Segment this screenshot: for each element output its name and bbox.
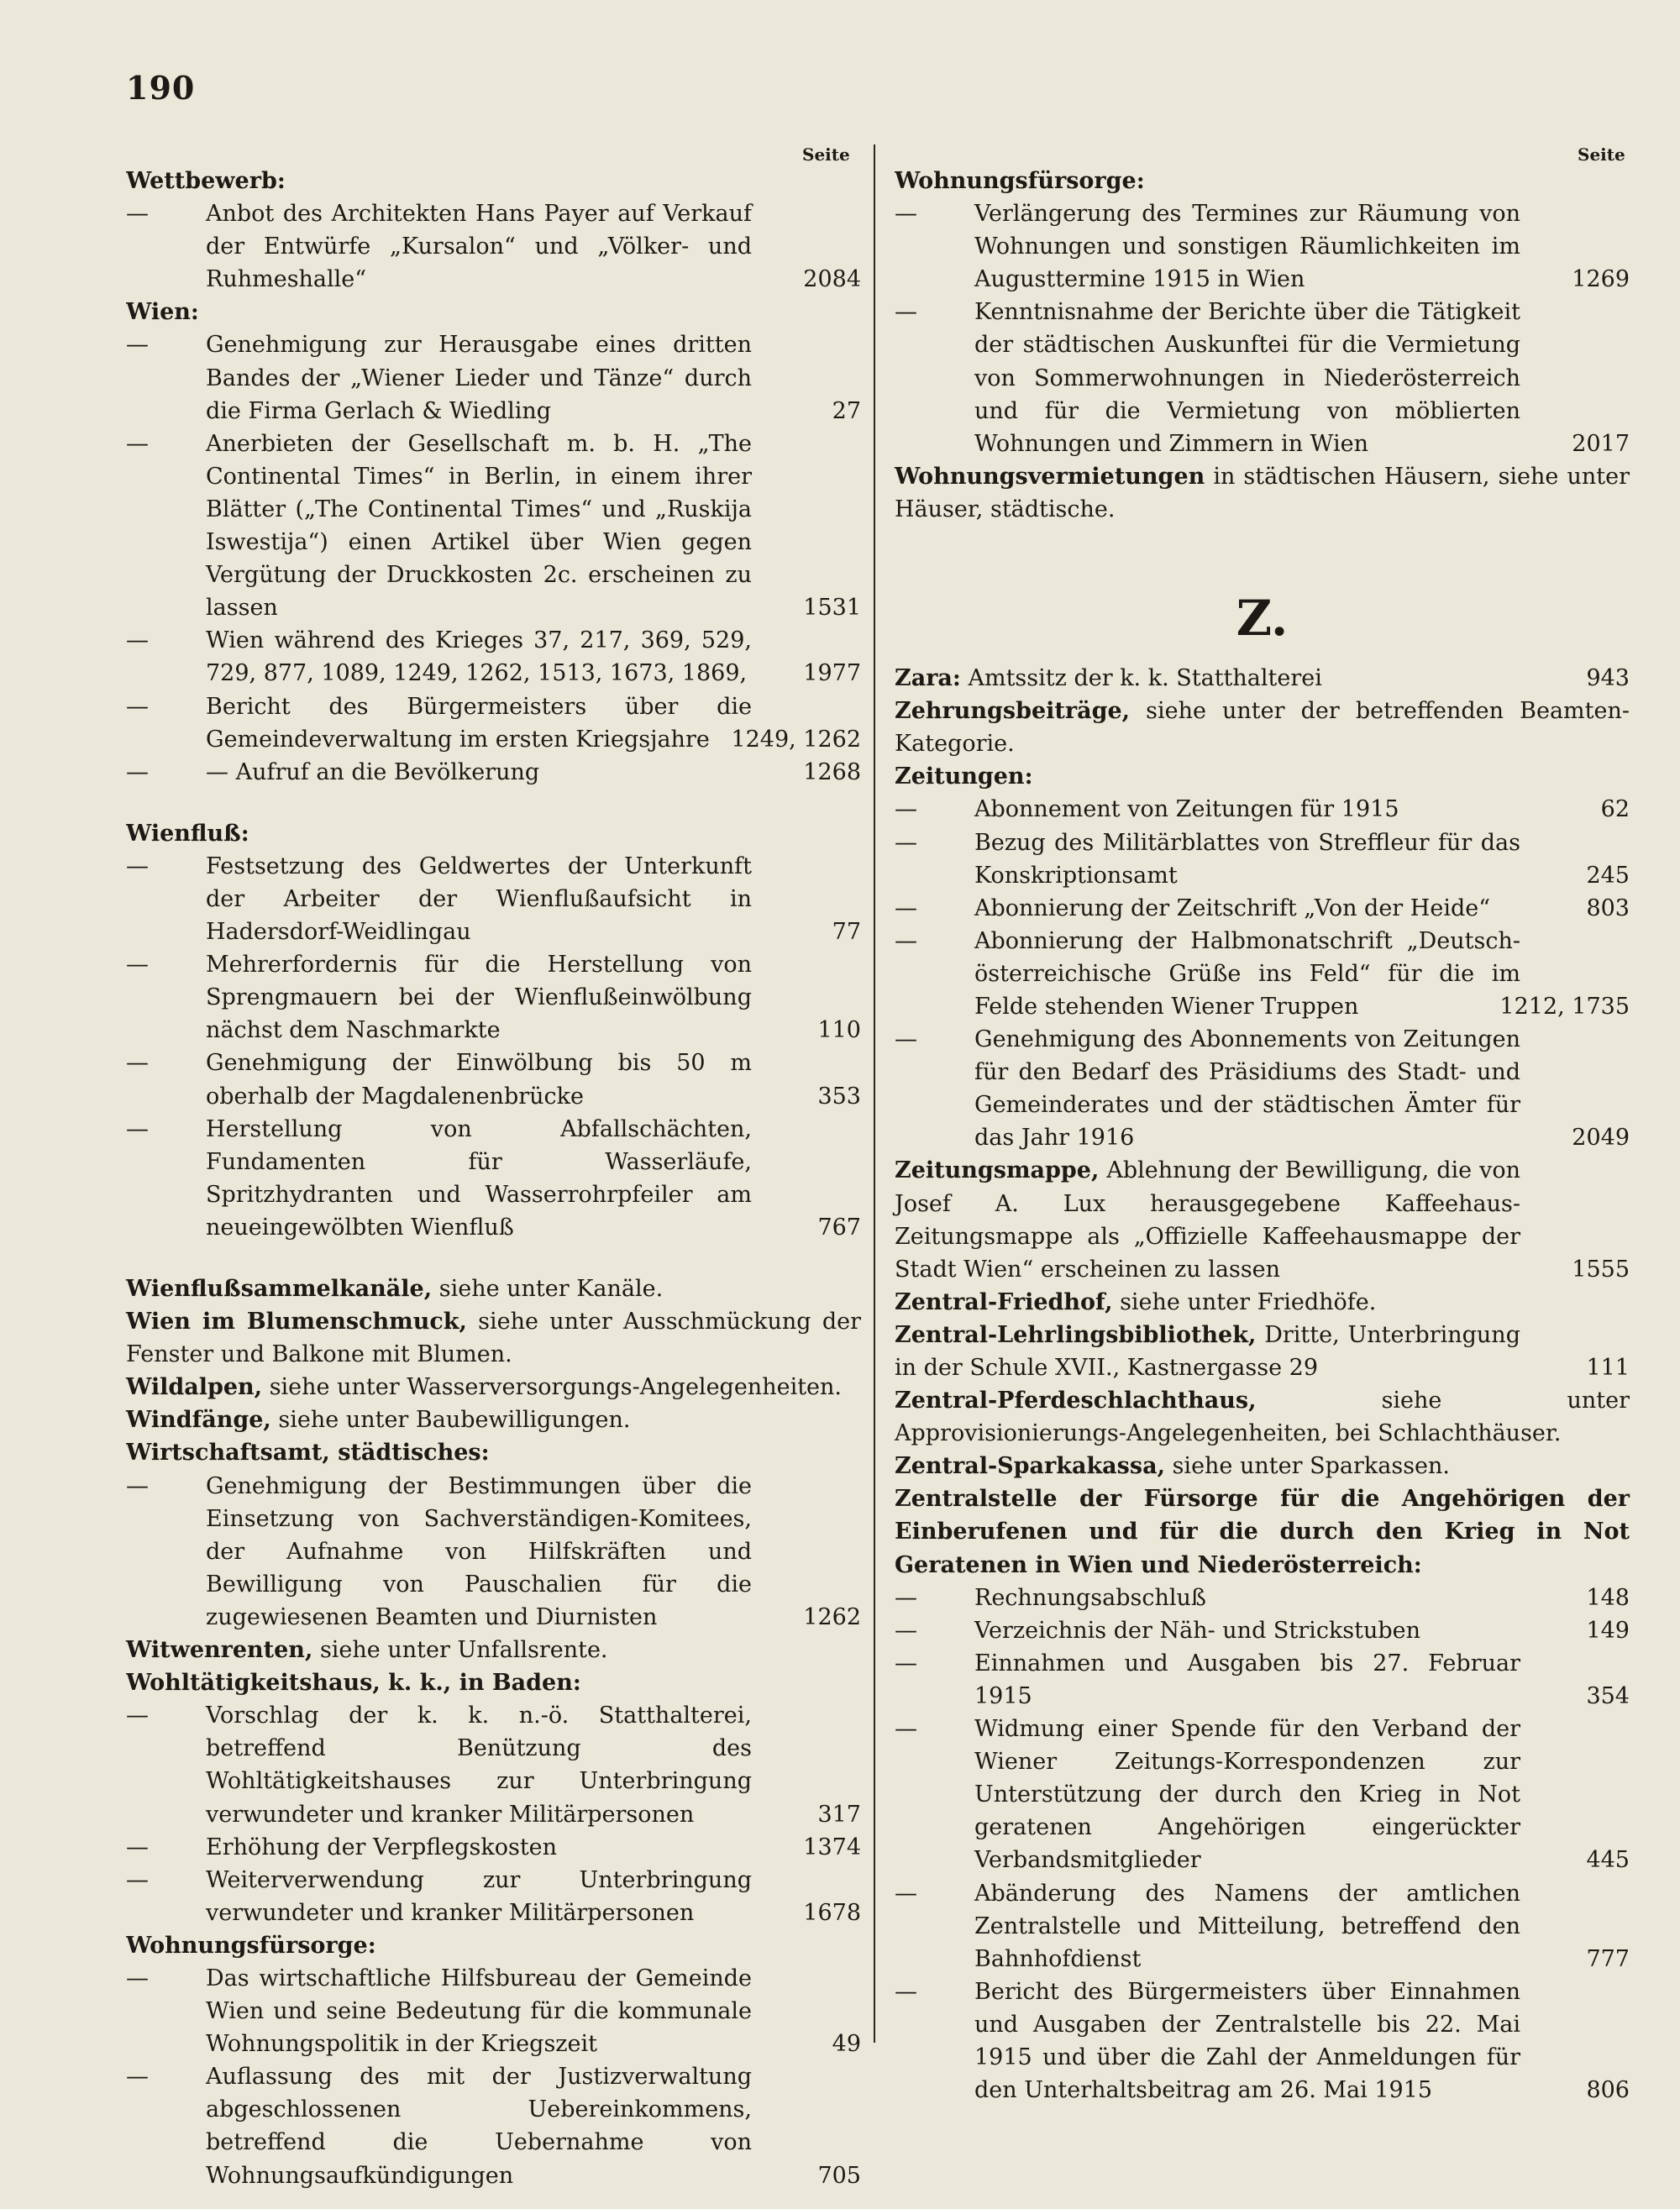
index-entry bbox=[126, 2060, 861, 2191]
entry-heading: Wienfluß: bbox=[126, 820, 249, 847]
entry-dash: — bbox=[895, 1978, 917, 2005]
entry-dash: — bbox=[895, 796, 917, 823]
entry-text: Bericht des Bürgermeisters über Einnahmen und Ausgaben der Zentralstelle bis 22. Mai 1915 und über die Zahl der Anmeldungen für den Unterhaltsbeitrag am 26. Mai 1915 bbox=[974, 1978, 1520, 2104]
page-reference: 148 bbox=[1579, 1582, 1630, 1614]
entry-dash: — bbox=[895, 299, 917, 326]
index-entry bbox=[126, 197, 861, 296]
entry-text: Abonnierung der Zeitschrift „Von der Heide“ bbox=[974, 895, 1491, 921]
entry-heading: Wienflußsammelkanäle, bbox=[126, 1276, 433, 1302]
entry-dash: — bbox=[895, 1716, 917, 1743]
page-reference: 2084 bbox=[796, 263, 861, 296]
entry-text: — Aufruf an die Bevölkerung bbox=[206, 758, 540, 785]
page-reference: 1249, 1262 bbox=[724, 723, 861, 756]
index-entry bbox=[895, 925, 1630, 1023]
entry-dash: — bbox=[895, 1584, 917, 1611]
index-entry bbox=[895, 1582, 1630, 1614]
cross-reference bbox=[895, 460, 1630, 526]
entry-dash: — bbox=[895, 1880, 917, 1907]
index-entry bbox=[895, 1976, 1630, 2107]
entry-dash: — bbox=[126, 1115, 149, 1142]
entry-dash: — bbox=[126, 430, 149, 457]
entry-text: Ablehnung der Bewilligung, die von Josef A. Lux herausgegebene Kaffeehaus-Zeitungsmappe als „Offizielle Kaffeehausmappe der Stadt Wien“ erscheinen zu lassen bbox=[895, 1157, 1520, 1283]
entry-text: Einnahmen und Ausgaben bis 27. Februar 1915 bbox=[974, 1650, 1520, 1709]
seite-label-right: Seite bbox=[1578, 144, 1625, 165]
index-entry bbox=[126, 1047, 861, 1112]
page-reference: 1268 bbox=[796, 756, 861, 789]
right-column bbox=[895, 165, 1630, 2107]
cross-reference bbox=[895, 1286, 1630, 1319]
index-entry bbox=[126, 948, 861, 1047]
entry-heading: Wohnungsvermietungen bbox=[895, 463, 1205, 490]
entry-dash: — bbox=[126, 201, 149, 228]
page-reference: 1678 bbox=[796, 1897, 861, 1929]
page-reference: 767 bbox=[811, 1211, 861, 1244]
entry-heading: Wohnungsfürsorge: bbox=[895, 168, 1145, 194]
entry-dash: — bbox=[126, 1050, 149, 1077]
entry-text: Dritte, Unterbringung in der Schule XVII., Kastnergasse 29 bbox=[895, 1321, 1520, 1381]
index-entry bbox=[126, 1113, 861, 1244]
entry-text: siehe unter Ausschmückung der Fenster und Balkone mit Blumen. bbox=[126, 1309, 861, 1368]
index-entry bbox=[126, 1864, 861, 1929]
page-reference: 27 bbox=[826, 395, 861, 428]
entry-text: Mehrerfordernis für die Herstellung von Sprengmauern bei der Wienflußeinwölbung nächst dem Naschmarkte bbox=[206, 952, 752, 1044]
page-reference: 1374 bbox=[796, 1831, 861, 1864]
entry-items bbox=[126, 1470, 861, 1634]
entry-text: siehe unter Approvisionierungs-Angelegenheiten, bei Schlachthäuser. bbox=[895, 1388, 1630, 1447]
page-reference: 2049 bbox=[1565, 1121, 1630, 1154]
entry-text: Verlängerung des Termines zur Räumung von Wohnungen und sonstigen Räumlichkeiten im Augusttermine 1915 in Wien bbox=[974, 201, 1520, 293]
entry-heading: Wirtschaftsamt, städtisches: bbox=[126, 1440, 490, 1467]
entry-text: Abonnement von Zeitungen für 1915 bbox=[974, 796, 1399, 823]
page-reference: 777 bbox=[1579, 1943, 1630, 1976]
entry-text: Genehmigung der Einwölbung bis 50 m oberhalb der Magdalenenbrücke bbox=[206, 1050, 752, 1110]
entry-dash: — bbox=[126, 693, 149, 720]
index-entry bbox=[895, 1647, 1630, 1713]
entry-text: Auflassung des mit der Justizverwaltung abgeschlossenen Uebereinkommens, betreffend die Uebernahme von Wohnungsaufkündigungen bbox=[206, 2064, 752, 2189]
entry-dash: — bbox=[895, 829, 917, 856]
entry-items bbox=[895, 793, 1630, 1154]
page-reference: 354 bbox=[1579, 1680, 1630, 1713]
index-entry bbox=[895, 296, 1630, 459]
entry-heading: Zentral-Lehrlingsbibliothek, bbox=[895, 1321, 1257, 1348]
entry-text: siehe unter Baubewilligungen. bbox=[278, 1407, 631, 1434]
page-reference: 317 bbox=[811, 1798, 861, 1831]
entry-text: Abonnierung der Halbmonatschrift „Deutsch-österreichische Grüße ins Feld“ für die im Felde stehenden Wiener Truppen bbox=[974, 927, 1520, 1020]
seite-label-left: Seite bbox=[802, 144, 850, 165]
entry-items bbox=[126, 197, 861, 296]
index-entry bbox=[895, 1319, 1630, 1384]
entry-text: Genehmigung des Abonnements von Zeitungen für den Bedarf des Präsidiums des Stadt- und Gemeinderates und der städtischen Ämter für das Jahr 1916 bbox=[974, 1026, 1520, 1152]
entry-text: Bericht des Bürgermeisters über die Gemeindeverwaltung im ersten Kriegsjahre bbox=[206, 693, 752, 753]
page-reference: 149 bbox=[1579, 1614, 1630, 1647]
entry-text: Genehmigung zur Herausgabe eines dritten Bandes der „Wiener Lieder und Tänze“ durch die Firma Gerlach & Wiedling bbox=[206, 332, 752, 424]
index-entry bbox=[895, 892, 1630, 925]
page-reference: 943 bbox=[1579, 662, 1630, 695]
cross-reference bbox=[126, 1371, 861, 1404]
entry-text: Anerbieten der Gesellschaft m. b. H. „The Continental Times“ in Berlin, in einem ihrer Blätter („The Continental Times“ und „Ruskija Iswestija“) einen Artikel über Wien gegen Vergütung der Druckkosten 2c. erscheinen zu lassen bbox=[206, 430, 752, 622]
entry-dash: — bbox=[126, 1866, 149, 1893]
index-entry bbox=[126, 1831, 861, 1864]
cross-reference bbox=[126, 1272, 861, 1305]
cross-reference bbox=[895, 1450, 1630, 1482]
column-divider bbox=[874, 144, 875, 2043]
cross-reference bbox=[126, 1634, 861, 1666]
entry-dash: — bbox=[126, 1834, 149, 1860]
cross-reference bbox=[895, 695, 1630, 760]
entry-text: Wien während des Krieges 37, 217, 369, 529, 729, 877, 1089, 1249, 1262, 1513, 1673, 1869, bbox=[206, 627, 752, 687]
entry-heading: Zentralstelle der Fürsorge für die Angehörigen der Einberufenen und für die durch den Krieg in Not Geratenen in Wien und Niederösterreich: bbox=[895, 1486, 1630, 1578]
page-reference: 445 bbox=[1579, 1844, 1630, 1876]
entry-text: Widmung einer Spende für den Verband der Wiener Zeitungs-Korrespondenzen zur Unterstützung der durch den Krieg in Not geratenen Angehörigen eingerückter Verbandsmitglieder bbox=[974, 1716, 1520, 1874]
page-reference: 110 bbox=[811, 1014, 861, 1047]
entry-dash: — bbox=[895, 895, 917, 921]
entry-items bbox=[895, 197, 1630, 460]
page-reference: 62 bbox=[1594, 793, 1630, 826]
entry-heading: Zehrungsbeiträge, bbox=[895, 698, 1131, 725]
index-entry bbox=[895, 1023, 1630, 1154]
entry-dash: — bbox=[895, 1650, 917, 1676]
index-entry bbox=[126, 1470, 861, 1634]
page-reference: 705 bbox=[811, 2159, 861, 2192]
entry-text: siehe unter Friedhöfe. bbox=[1120, 1288, 1377, 1315]
page-reference: 2017 bbox=[1565, 428, 1630, 460]
entry-items bbox=[126, 1699, 861, 1929]
left-column bbox=[126, 165, 861, 2192]
entry-heading: Zeitungen: bbox=[895, 763, 1033, 790]
entry-heading: Wildalpen, bbox=[126, 1374, 263, 1401]
entry-dash: — bbox=[126, 853, 149, 879]
entry-dash: — bbox=[126, 627, 149, 654]
page-reference: 1531 bbox=[796, 591, 861, 624]
entry-heading: Zentral-Sparkakassa, bbox=[895, 1453, 1165, 1480]
page-reference: 806 bbox=[1579, 2074, 1630, 2107]
entry-heading: Windfänge, bbox=[126, 1407, 271, 1434]
entry-dash: — bbox=[126, 952, 149, 979]
index-entry bbox=[895, 793, 1630, 826]
entry-heading: Wien: bbox=[126, 299, 199, 326]
entry-heading: Wettbewerb: bbox=[126, 168, 286, 194]
entry-text: Erhöhung der Verpflegskosten bbox=[206, 1834, 558, 1860]
entry-items bbox=[126, 1962, 861, 2192]
page-reference: 1269 bbox=[1565, 263, 1630, 296]
entry-text: Weiterverwendung zur Unterbringung verwundeter und kranker Militärpersonen bbox=[206, 1866, 752, 1926]
entry-dash: — bbox=[126, 1703, 149, 1729]
entry-heading: Zara: bbox=[895, 665, 961, 692]
entry-text: siehe unter Wasserversorgungs-Angelegenheiten. bbox=[269, 1374, 843, 1401]
entry-text: siehe unter der betreffenden Beamten-Kategorie. bbox=[895, 698, 1630, 758]
entry-dash: — bbox=[895, 1617, 917, 1644]
entry-heading: Wien im Blumenschmuck, bbox=[126, 1309, 467, 1335]
index-entry bbox=[126, 850, 861, 948]
entry-heading: Zentral-Pferdeschlachthaus, bbox=[895, 1388, 1257, 1414]
entry-text: siehe unter Kanäle. bbox=[438, 1276, 664, 1302]
section-letter: Z. bbox=[1236, 590, 1289, 648]
entry-text: in städtischen Häusern, siehe unter Häuser, städtische. bbox=[895, 463, 1630, 522]
entry-text: siehe unter Sparkassen. bbox=[1172, 1453, 1450, 1480]
page-reference: 1262 bbox=[796, 1601, 861, 1634]
entry-dash: — bbox=[126, 758, 149, 785]
page-reference: 49 bbox=[826, 2028, 861, 2060]
index-entry bbox=[126, 1962, 861, 2060]
index-entry bbox=[895, 197, 1630, 296]
index-entry bbox=[126, 1699, 861, 1830]
cross-reference bbox=[126, 1305, 861, 1371]
index-entry bbox=[895, 1614, 1630, 1647]
index-entry bbox=[895, 1877, 1630, 1976]
entry-text: Abänderung des Namens der amtlichen Zentralstelle und Mitteilung, betreffend den Bahnhofdienst bbox=[974, 1880, 1520, 1972]
index-entry bbox=[126, 690, 861, 756]
entry-dash: — bbox=[895, 927, 917, 954]
entry-heading: Wohltätigkeitshaus, k. k., in Baden: bbox=[126, 1670, 581, 1697]
index-entry bbox=[126, 328, 861, 427]
page-number: 190 bbox=[126, 69, 196, 107]
entry-dash: — bbox=[126, 332, 149, 359]
entry-text: Anbot des Architekten Hans Payer auf Verkauf der Entwürfe „Kursalon“ und „Völker- und Ruhmeshalle“ bbox=[206, 201, 752, 293]
entry-items bbox=[126, 328, 861, 788]
entry-items bbox=[126, 850, 861, 1244]
entry-text: Genehmigung der Bestimmungen über die Einsetzung von Sachverständigen-Komitees, der Aufnahme von Hilfskräften und Bewilligung von Pauschalien für die zugewiesenen Beamten und Diurnisten bbox=[206, 1472, 752, 1630]
entry-text: Herstellung von Abfallschächten, Fundamenten für Wasserläufe, Spritzhydranten und Wasserrohrpfeiler am neueingewölbten Wienfluß bbox=[206, 1115, 752, 1241]
index-entry bbox=[895, 662, 1630, 695]
page-reference: 77 bbox=[826, 916, 861, 948]
index-entry bbox=[126, 624, 861, 690]
page-reference: 803 bbox=[1579, 892, 1630, 925]
page-reference: 245 bbox=[1579, 859, 1630, 892]
cross-reference bbox=[895, 1384, 1630, 1450]
index-entry bbox=[895, 826, 1630, 892]
entry-heading: Zentral-Friedhof, bbox=[895, 1288, 1113, 1315]
entry-dash: — bbox=[895, 201, 917, 228]
entry-items bbox=[895, 1582, 1630, 2107]
index-entry bbox=[895, 1154, 1630, 1285]
entry-heading: Zeitungsmappe, bbox=[895, 1157, 1100, 1184]
page-reference: 111 bbox=[1579, 1351, 1630, 1384]
entry-dash: — bbox=[895, 1026, 917, 1053]
entry-heading: Witwenrenten, bbox=[126, 1637, 313, 1664]
index-entry bbox=[126, 756, 861, 789]
entry-text: Vorschlag der k. k. n.-ö. Statthalterei, betreffend Benützung des Wohltätigkeitshauses zur Unterbringung verwundeter und kranker Militärpersonen bbox=[206, 1703, 752, 1828]
entry-text: Rechnungsabschluß bbox=[974, 1584, 1206, 1611]
entry-heading: Wohnungsfürsorge: bbox=[126, 1932, 376, 1959]
entry-dash: — bbox=[126, 2064, 149, 2091]
cross-reference bbox=[126, 1404, 861, 1436]
page-reference: 1212, 1735 bbox=[1493, 990, 1630, 1023]
entry-text: Das wirtschaftliche Hilfsbureau der Gemeinde Wien und seine Bedeutung für die kommunale Wohnungspolitik in der Kriegszeit bbox=[206, 1965, 752, 2058]
entry-text: Festsetzung des Geldwertes der Unterkunft der Arbeiter der Wienflußaufsicht in Hadersdorf-Weidlingau bbox=[206, 853, 752, 946]
page-reference: 1555 bbox=[1565, 1253, 1630, 1286]
index-entry bbox=[126, 428, 861, 625]
entry-text: Verzeichnis der Näh- und Strickstuben bbox=[974, 1617, 1421, 1644]
page-reference: 353 bbox=[811, 1080, 861, 1113]
cross-references bbox=[126, 1272, 861, 1436]
page-reference: 1977 bbox=[796, 657, 861, 690]
entry-text: siehe unter Unfallsrente. bbox=[319, 1637, 608, 1664]
entry-dash: — bbox=[126, 1472, 149, 1499]
index-entry bbox=[895, 1713, 1630, 1876]
entry-text: Amtssitz der k. k. Statthalterei bbox=[968, 665, 1322, 692]
entry-text: Kenntnisnahme der Berichte über die Tätigkeit der städtischen Auskunftei für die Vermietung von Sommerwohnungen in Niederösterreich und für die Vermietung von möblierten Wohnungen und Zimmern in Wien bbox=[974, 299, 1520, 457]
entry-text: Bezug des Militärblattes von Streffleur für das Konskriptionsamt bbox=[974, 829, 1520, 889]
entry-dash: — bbox=[126, 1965, 149, 1991]
